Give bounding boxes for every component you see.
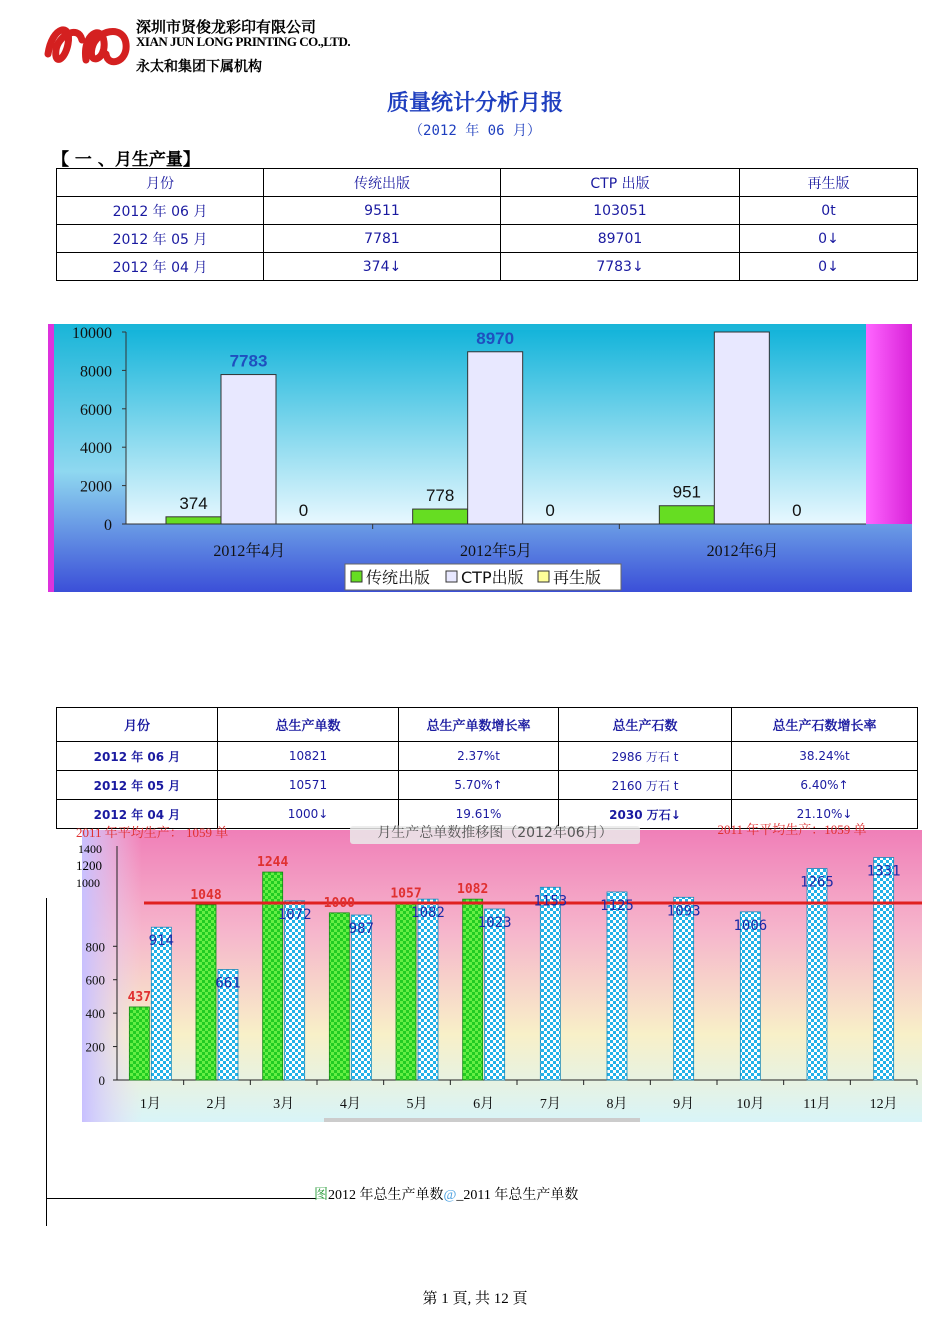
table-cell: 2012 年 04 月: [57, 800, 218, 829]
bar-2012: [129, 1007, 149, 1080]
data-label-2011: 987: [348, 921, 374, 938]
data-label-2012: 437: [127, 989, 152, 1005]
data-label: 951: [672, 482, 702, 502]
x-tick-label: 2012年6月: [706, 543, 779, 560]
table-cell: 0↓: [740, 225, 918, 253]
y-tick-label: 0: [104, 517, 112, 534]
table-header-cell: 总生产石数增长率: [732, 708, 918, 742]
table-row: [57, 253, 918, 281]
table-cell: 2030 万石↓: [559, 800, 732, 829]
data-label-2012: 1048: [190, 887, 222, 903]
table-cell: 2012 年 06 月: [57, 742, 218, 771]
data-label-2011: 1125: [600, 897, 634, 914]
bar-2011: [740, 912, 760, 1080]
y-tick-label: 2000: [80, 478, 112, 496]
y-tick-label: 600: [85, 972, 105, 988]
table-cell: 89701: [501, 225, 740, 253]
table-cell: 10571: [218, 771, 399, 800]
axis-tick-label: 1400: [78, 842, 102, 856]
data-label: 374: [179, 493, 208, 513]
x-tick-label: 11月: [803, 1097, 831, 1112]
bar-2011: [874, 858, 894, 1080]
x-tick-label: 2012年5月: [459, 543, 533, 560]
bar-2011: [485, 909, 505, 1080]
table-row: [57, 225, 918, 253]
data-label-2011: 1023: [477, 915, 512, 932]
data-label-2011: 1072: [277, 906, 312, 923]
bar-2011: [607, 892, 627, 1080]
bar-2011: [540, 887, 560, 1080]
data-label-2012: 1057: [390, 886, 422, 902]
table-cell: 2012 年 05 月: [57, 771, 218, 800]
data-label-2011: 1082: [411, 905, 445, 922]
axis-tick-label: 1000: [76, 876, 100, 890]
table-header-cell: 再生版: [740, 169, 918, 197]
table-cell: 5.70%↑: [399, 771, 559, 800]
company-group: 永太和集团下属机构: [136, 59, 262, 75]
y-tick-label: 10000: [72, 325, 112, 342]
table-cell: 7783↓: [501, 253, 740, 281]
data-label-2011: 661: [215, 975, 241, 992]
legend-label: 再生版: [553, 568, 602, 587]
table-header-cell: 总生产单数: [218, 708, 399, 742]
y-tick-label: 800: [85, 939, 105, 955]
bar-CTP出版: [468, 352, 523, 524]
company-logo: [42, 14, 134, 74]
caption-series-b: _2011 年总生产单数: [456, 1188, 579, 1203]
table-cell: 10821: [218, 742, 399, 771]
x-tick-label: 8月: [606, 1097, 628, 1112]
bar-2011: [674, 897, 694, 1080]
average-label-right: 2011 年平均生产：1059 单: [717, 822, 867, 837]
figure-caption: [314, 1184, 578, 1204]
data-label-2011: 1331: [866, 863, 901, 880]
data-label-2011: 1265: [800, 874, 834, 891]
table-header-cell: CTP 出版: [501, 169, 740, 197]
table-cell: 7781: [264, 225, 501, 253]
section-heading-monthly-output: 【 一 、月生产量】: [52, 150, 200, 170]
x-tick-label: 2012年4月: [213, 543, 286, 560]
table-cell: 38.24%t: [732, 742, 918, 771]
bar-2012: [396, 903, 416, 1080]
bar-2011: [807, 869, 827, 1080]
bar-传统出版: [413, 509, 468, 524]
table-cell: 2012 年 06 月: [57, 197, 264, 225]
bar-2012: [329, 913, 349, 1080]
data-label: 0: [298, 501, 309, 520]
x-tick-label: 5月: [406, 1097, 428, 1112]
table-row: [57, 197, 918, 225]
table-row: [57, 742, 918, 771]
order-trend-bar-chart: [82, 822, 922, 1122]
table-header-cell: 传统出版: [264, 169, 501, 197]
table-cell: 2012 年 05 月: [57, 225, 264, 253]
margin-rule-horizontal: [46, 1198, 316, 1199]
y-tick-label: 200: [85, 1039, 105, 1055]
data-label-2012: 1000: [323, 895, 355, 911]
table-cell: 9511: [264, 197, 501, 225]
bar-2011: [151, 927, 171, 1080]
x-tick-label: 3月: [273, 1097, 295, 1112]
table-header-cell: 总生产石数: [559, 708, 732, 742]
report-title: 质量统计分析月报: [386, 91, 563, 116]
data-label-2011: 1006: [733, 917, 768, 934]
x-tick-label: 6月: [473, 1097, 495, 1112]
table-cell: 0t: [740, 197, 918, 225]
y-tick-label: 400: [85, 1006, 105, 1022]
table-header-row: [57, 169, 918, 197]
bar-2011: [285, 901, 305, 1080]
x-tick-label: 10月: [736, 1097, 765, 1112]
monthly-output-bar-chart: [48, 324, 912, 592]
table-cell: 103051: [501, 197, 740, 225]
legend-swatch: [351, 571, 362, 582]
margin-rule-vertical: [46, 898, 47, 1226]
table-header-cell: 总生产单数增长率: [399, 708, 559, 742]
report-period: （2012 年 06 月）: [409, 123, 541, 139]
bar-2011: [418, 899, 438, 1080]
bar-CTP出版: [221, 375, 276, 524]
page-footer: 第 1 頁, 共 12 頁: [422, 1291, 528, 1307]
company-name-cn: 深圳市贤俊龙彩印有限公司: [136, 18, 317, 36]
legend-swatch: [446, 571, 457, 582]
table-cell: 2012 年 04 月: [57, 253, 264, 281]
data-label-2012: 1244: [257, 855, 289, 871]
legend-label: 传统出版: [366, 568, 431, 587]
table-row: [57, 771, 918, 800]
table-cell: 2.37%t: [399, 742, 559, 771]
x-tick-label: 9月: [673, 1097, 695, 1112]
data-label-2011: 1093: [666, 903, 701, 920]
company-name-en: XIAN JUN LONG PRINTING CO.,LTD.: [136, 34, 351, 49]
table-cell: 2986 万石 t: [559, 742, 732, 771]
caption-separator: @: [443, 1188, 457, 1203]
table-cell: 374↓: [264, 253, 501, 281]
x-tick-label: 4月: [339, 1097, 361, 1112]
data-label: 0: [792, 501, 802, 520]
bar-传统出版: [659, 506, 714, 524]
y-tick-label: 8000: [80, 363, 112, 381]
data-label-2012: 1082: [457, 882, 489, 898]
production-orders-table: [56, 707, 918, 829]
legend-swatch: [538, 571, 549, 582]
x-tick-label: 1月: [139, 1097, 161, 1112]
y-tick-label: 4000: [80, 440, 112, 458]
data-label: 8970: [476, 328, 515, 348]
bar-2011: [351, 915, 371, 1080]
x-tick-label: 7月: [539, 1097, 561, 1112]
table-cell: 2160 万石 t: [559, 771, 732, 800]
monthly-output-table: [56, 168, 918, 281]
caption-prefix: 图: [314, 1188, 328, 1203]
chart-title: 月生产总单数推移图（2012年06月）: [377, 825, 613, 841]
average-label-left: 2011 年平均生产： 1059 单: [76, 825, 229, 840]
x-tick-label: 12月: [869, 1097, 898, 1112]
bar-传统出版: [166, 517, 221, 524]
bar-CTP出版: [714, 332, 769, 524]
legend-label: CTP出版: [461, 568, 524, 587]
table-cell: 19.61%: [399, 800, 559, 829]
data-label-2011: 1153: [533, 893, 568, 910]
data-label: 778: [425, 486, 455, 506]
y-tick-label: 6000: [80, 401, 112, 419]
table-cell: 21.10%↓: [732, 800, 918, 829]
x-tick-label: 2月: [206, 1097, 228, 1112]
table-cell: 0↓: [740, 253, 918, 281]
data-label-2011: 914: [148, 933, 174, 950]
data-label: 7783: [229, 351, 268, 371]
table-cell: 1000↓: [218, 800, 399, 829]
caption-series-a: 2012 年总生产单数: [328, 1188, 444, 1203]
table-header-cell: 月份: [57, 708, 218, 742]
table-header-cell: 月份: [57, 169, 264, 197]
table-header-row: [57, 708, 918, 742]
axis-tick-label: 1200: [76, 858, 102, 873]
bar-2012: [196, 905, 216, 1080]
y-tick-label: 0: [98, 1073, 105, 1088]
data-label: 0: [545, 501, 555, 520]
table-cell: 6.40%↑: [732, 771, 918, 800]
